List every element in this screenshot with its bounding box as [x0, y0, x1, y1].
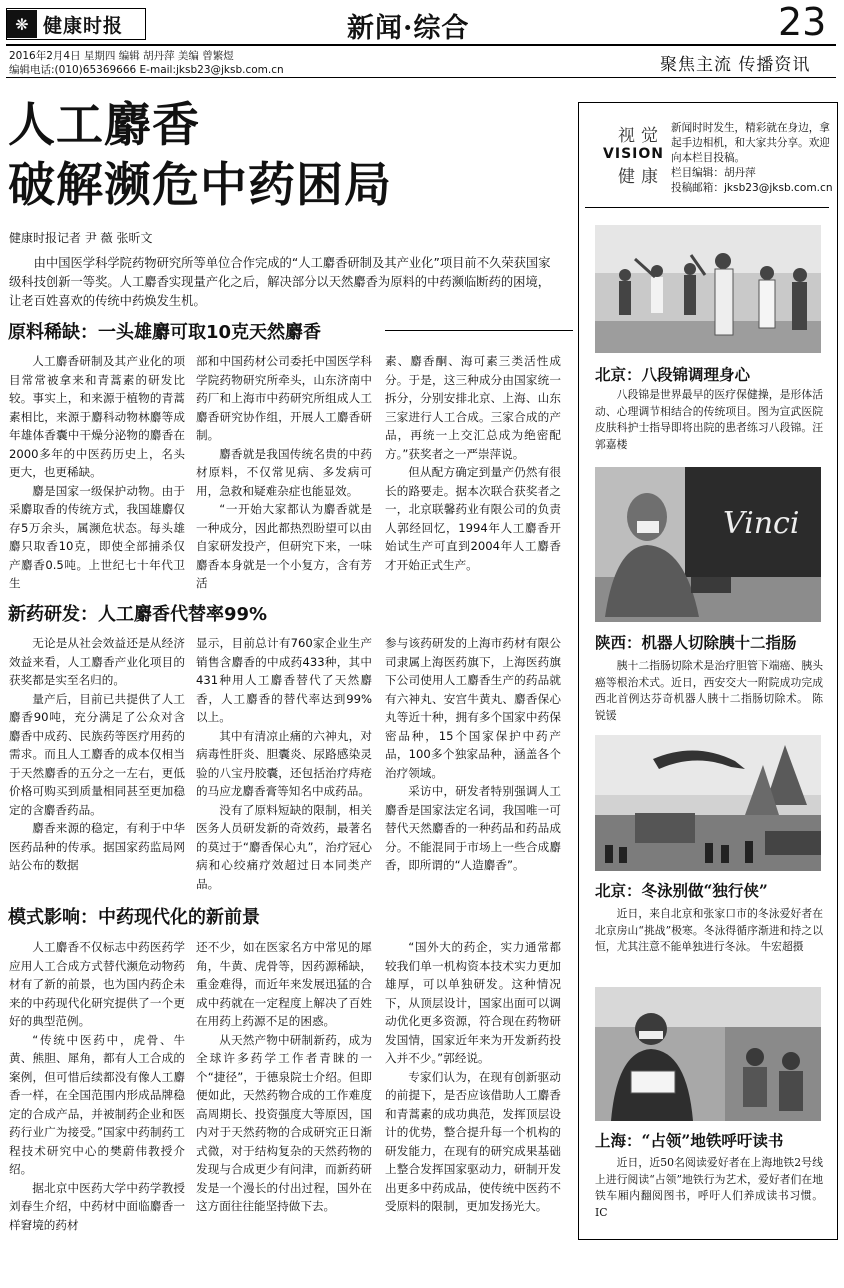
column-editor: 栏目编辑：胡丹萍 — [671, 167, 756, 179]
paragraph: 但从配方确定到量产仍然有很长的路要走。据本次联合获奖者之一，北京联馨药业有限公司的负责人郭经回忆，1994年人工麝香开始试生产可直到2004年人工麝香才开始正式生产。 — [385, 465, 561, 572]
paragraph: 麝香来源的稳定，有利于中华医药品种的传承。据国家药监局网站公布的数据 — [9, 821, 185, 872]
column-intro — [671, 121, 833, 196]
section2-column-1 — [9, 634, 185, 875]
paragraph: 量产后，目前已共提供了人工麝香90吨，充分满足了公众对含麝香中成药、民族药等医疗用药的需求。而且人工麝香的成本仅相当于天然麝香的五分之一左右，更低价格可购买到质量相同甚至更加稳定的含麝香药品。 — [9, 691, 185, 817]
paragraph: 从天然产物中研制新药，成为全球许多药学工作者青睐的一个“捷径”，于德泉院士介绍。但即便如此，天然药物合成的工作难度高周期长、投资强度大等原因，国内对于天然药物的合成研究正日渐式微，对于结构复杂的天然药物的发现与合成更少有问津，而新药研发是一个漫长的付出过程，国外在这方面往往能坚持做下去。 — [196, 1032, 372, 1213]
paragraph: 部和中国药材公司委托中国医学科学院药物研究所牵头，山东济南中药厂和上海市中药研究所组成人工麝香研究协作组，开展人工麝香研制。 — [196, 354, 372, 442]
photo-robot-surgery — [595, 467, 821, 622]
headline-line-2: 破解濒危中药困局 — [8, 158, 392, 213]
section-heading-2: 新药研发：人工麝香代替率99% — [8, 604, 268, 625]
section1-column-3 — [385, 352, 561, 574]
robot-surgery-photo-illustration — [595, 467, 821, 622]
section-rule-1 — [385, 330, 573, 331]
column-email: 投稿邮箱：jksb23@jksb.com.cn — [671, 182, 833, 194]
caption-title-3: 北京：冬泳别做“独行侠” — [595, 881, 768, 900]
headline — [8, 96, 392, 216]
paragraph: 没有了原料短缺的限制，相关医务人员研发新的奇效药，最著名的莫过于“麝香保心丸”，治疗冠心病和心绞痛疗效超过日本同类产品。 — [196, 802, 372, 891]
section-title: 新闻·综合 — [347, 13, 470, 44]
paragraph: 其中有清凉止痛的六神丸，对病毒性肝炎、胆囊炎、尿路感染灵验的八宝丹胶囊，还包括治疗痔疮的马应龙麝香膏等知名中成药品。 — [196, 728, 372, 798]
photo-winter-swimming — [595, 735, 821, 871]
newspaper-logo — [6, 8, 146, 40]
logo-mark-icon: ❋ — [7, 10, 37, 38]
paragraph: 素、麝香酮、海可素三类活性成分。于是，这三种成分由国家统一拆分，分别安排北京、上海、山东三家进行人工合成。三家合成的产品，再统一上交汇总成为绝密配方。”获奖者之一严崇萍说。 — [385, 354, 561, 461]
byline: 健康时报记者 尹 薇 张昕文 — [9, 231, 153, 245]
vision-cn-bottom: 健康 — [618, 167, 664, 187]
caption-text-1: 八段锦是世界最早的医疗保健操，是形体活动、心理调节相结合的传统项目。图为宣武医院皮肤科护士指导即将出院的患者练习八段锦。汪郭嘉楼 — [595, 388, 823, 451]
winter-swimming-photo-illustration — [595, 735, 821, 871]
baduanjin-photo-illustration — [595, 225, 821, 353]
photo-subway-reading — [595, 987, 821, 1121]
page-number: 23 — [778, 0, 827, 44]
vision-logo — [594, 121, 664, 187]
section3-column-1 — [9, 938, 185, 1234]
paragraph: 人工麝香不仅标志中药医药学应用人工合成方式替代濒危动物药材有了新的前景，也为国内药企未来的中药现代化研究提供了一个更好的典型范例。 — [9, 940, 185, 1028]
section-heading-1: 原料稀缺：一头雄麝可取10克天然麝香 — [8, 322, 322, 343]
paragraph: “国外大的药企，实力通常都较我们单一机构资本技术实力更加雄厚，可以单独研发。这种情况下，从顶层设计，国家出面可以调动优化更多资源，符合现在药物研发国情，国家近年来为开发新药投入并不少。”郭经说。 — [385, 940, 561, 1065]
section2-column-3 — [385, 634, 561, 875]
section3-column-2 — [196, 938, 372, 1216]
paragraph: 无论是从社会效益还是从经济效益来看，人工麝香产业化项目的获奖都是实至名归的。 — [9, 636, 185, 687]
subway-reading-photo-illustration — [595, 987, 821, 1121]
phone-line: 编辑电话:(010)65369666 E-mail:jksb23@jksb.com.cn — [9, 64, 284, 76]
vision-cn-top: 视觉 — [618, 126, 664, 146]
paragraph: “一开始大家都认为麝香就是一种成分，因此都热烈盼望可以由自家研发投产，但研究下来，一味麝香本身就是一个小复方，含有芳活 — [196, 502, 372, 590]
paragraph: “传统中医药中，虎骨、牛黄、熊胆、犀角，都有人工合成的案例，但可惜后续都没有像人工麝香一样，在全国范围内形成品牌稳定的合成产品，并被制药企业和医药行业广为接受。”国家中药制药工程技术研究中心的樊蔚伟教授介绍。 — [9, 1032, 185, 1176]
caption-title-4: 上海：“占领”地铁呼吁读书 — [595, 1131, 784, 1150]
section1-column-1 — [9, 352, 185, 593]
sidebar-rule — [585, 207, 829, 208]
date-line: 2016年2月4日 星期四 编辑 胡丹萍 美编 曾繁煜 — [9, 50, 234, 62]
caption-text-2: 胰十二指肠切除术是治疗胆管下端癌、胰头癌等根治术式。近日，西安交大一附院成功完成西北首例达芬奇机器人胰十二指肠切除术。 陈 锐锾 — [595, 659, 823, 722]
paragraph: 麝香就是我国传统名贵的中药材原料，不仅常见病、多发病可用，急救和疑难杂症也能显效。 — [196, 446, 372, 498]
masthead — [0, 0, 844, 80]
paragraph: 显示，目前总计有760家企业生产销售含麝香的中成药433种，其中431种用人工麝香替代了天然麝香，人工麝香的替代率达到99%以上。 — [196, 636, 372, 724]
paragraph: 参与该药研发的上海市药材有限公司隶属上海医药旗下，上海医药旗下公司使用人工麝香生产的药品就有六神丸、安宫牛黄丸、麝香保心丸等近十种，拥有多个国家中药保密品种，15个国家保护中药产品，100多个独家品种，涵盖各个治疗领域。 — [385, 636, 561, 780]
section1-column-2 — [196, 352, 372, 593]
slogan: 聚焦主流 传播资讯 — [660, 55, 811, 75]
caption-text-3: 近日，来自北京和张家口市的冬泳爱好者在北京房山“挑战”极寒。冬泳得循序渐进和持之以恒，尤其注意不能单独进行冬泳。 牛宏超摄 — [595, 907, 823, 953]
section3-column-3 — [385, 938, 561, 1216]
paragraph: 人工麝香研制及其产业化的项目常常被拿来和青蒿素的研发比较。事实上，和来源于植物的青蒿素相比，来源于麝科动物林麝等成年雄体香囊中干燥分泌物的麝香在2000多年的中医药历史上，名头更大，也更稀缺。 — [9, 354, 185, 479]
section-heading-3: 模式影响：中药现代化的新前景 — [8, 907, 260, 928]
column-description: 新闻时时发生，精彩就在身边，拿起手边相机，和大家共分享。欢迎向本栏目投稿。 — [671, 122, 830, 164]
paragraph: 麝是国家一级保护动物。由于采麝取香的传统方式，我国雄麝仅存5万余头，属濒危状态。每头雄麝只取香10克，即使全部捕杀仅产麝香0.5吨。上世纪七十年代卫生 — [9, 483, 185, 590]
logo-text: 健康时报 — [43, 14, 124, 37]
paragraph: 专家们认为，在现有创新驱动的前提下，是否应该借助人工麝香和青蒿素的成功典范，发挥顶层设计的优势，整合提升每一个机构的研发能力，在现有的研究成果基础上整合发挥国家驱动力，研制开发出更多中药成品，使传统中医药不受原料的限制，更加发扬光大。 — [385, 1069, 561, 1213]
masthead-rule — [6, 44, 836, 46]
vision-en: VISION — [603, 146, 664, 162]
paragraph: 据北京中医药大学中药学教授刘春生介绍，中药材中面临麝香一样窘境的药材 — [9, 1180, 185, 1232]
caption-title-2: 陕西：机器人切除胰十二指肠 — [595, 633, 797, 652]
vision-health-sidebar — [578, 102, 838, 1240]
paragraph: 采访中，研发者特别强调人工麝香是国家法定名词，我国唯一可替代天然麝香的一种药品和药品成分。不能混同于市场上一些合成麝香，即所谓的“人造麝香”。 — [385, 784, 561, 872]
caption-text-4: 近日，近50名阅读爱好者在上海地铁2号线上进行阅读“占领”地铁行为艺术，爱好者们在地铁车厢内翻阅图书，呼吁人们养成读书习惯。 IC — [595, 1156, 823, 1219]
paragraph: 还不少，如在医家名方中常见的犀角，牛黄、虎骨等，因药源稀缺，重金难得，而近年来发展迅猛的合成中药就在一定程度上解决了百姓在用药上药源不足的困惑。 — [196, 940, 372, 1028]
caption-title-1: 北京：八段锦调理身心 — [595, 365, 751, 384]
section2-column-2 — [196, 634, 372, 893]
headline-line-1: 人工麝香 — [8, 98, 200, 153]
masthead-bottom-rule — [6, 77, 836, 78]
lead-paragraph: 由中国医学科学院药物研究所等单位合作完成的“人工麝香研制及其产业化”项目前不久荣获国家级科技创新一等奖。人工麝香实现量产化之后，解决部分以天然麝香为原料的中药濒临断药的困境，让老百姓喜欢的传统中药焕发生机。 — [9, 256, 551, 308]
photo-baduanjin — [595, 225, 821, 353]
svg-text:Vinci: Vinci — [723, 506, 800, 541]
